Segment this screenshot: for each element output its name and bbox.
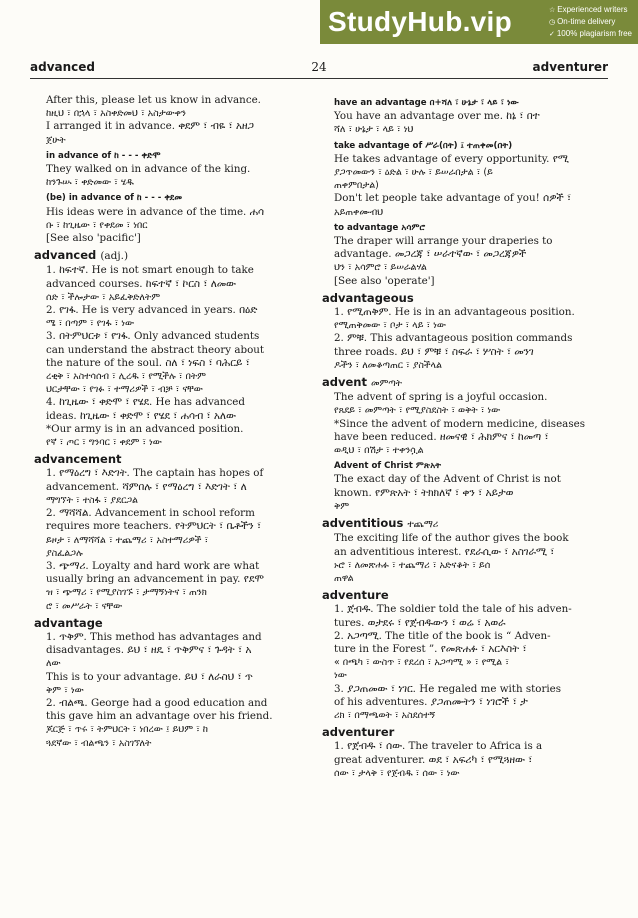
clock-icon: ◷ <box>548 19 556 26</box>
text-line: The draper will arrange your draperies to <box>334 235 553 248</box>
feature-text: Experienced writers <box>557 5 628 14</box>
text-line: ያስፈልጋሉ <box>46 547 83 559</box>
text-line: ከዚህ ፣ በኋላ ፣ አስቀድመህ ፣ አስታውቀን <box>46 108 186 120</box>
text-line: ideas. ከጊዜው ፣ ቀድሞ ፣ የሄደ ፣ ሐሳብ ፣ አለው <box>46 409 236 422</box>
feature-text: On-time delivery <box>557 17 616 26</box>
text-line: ቅም ፣ ነው <box>46 684 84 696</box>
text-line: of his adventures. ያጋጠሙትን ፣ ነገሮች ፣ ታ <box>334 695 528 708</box>
text-line: tures. ወታደሩ ፣ የጀብዱውን ፣ ወሬ ፣ አወራ <box>334 616 506 629</box>
text-line: 2. ማሻሻል. Advancement in school reform <box>46 507 255 520</box>
phrase-heading: to advantage አሳምሮ <box>334 222 426 233</box>
text-line: known. የምጽአት ፣ ትክክለኛ ፣ ቀን ፣ አይታወ <box>334 486 514 499</box>
feature-text: 100% plagiarism free <box>556 29 632 38</box>
text-line: ይዞታ ፣ ለማሻሻል ፣ ተጨማሪ ፣ አስተማሪዎች ፣ <box>46 534 209 546</box>
text-line: ዝ ፣ ጭማሪ ፣ የሚያስገኙ ፣ ታማኝነትና ፣ ጠንክ <box>46 587 207 599</box>
phrase-heading: (be) in advance of ከ - - - ቀደመ <box>46 193 183 204</box>
text-line: three roads. ይህ ፣ ምቹ ፣ ስፍራ ፣ ሦስት ፣ መንገ <box>334 345 534 358</box>
text-line: usually bring an advancement in pay. የደሞ <box>46 573 264 586</box>
text-line: ጓደኛው ፣ ብልጫን ፣ አስገኘለት <box>46 737 152 749</box>
text-line: disadvantages. ይህ ፣ ዘዴ ፣ ጥቅምና ፣ ጉዳት ፣ አ <box>46 644 252 657</box>
text-line: 3. በትምህርቱ ፣ የገፋ. Only advanced students <box>46 330 260 343</box>
part-of-speech: (adj.) <box>100 250 129 263</box>
text-line: great adventurer. ወደ ፣ አፍሪካ ፣ የሚጓዘው ፣ <box>334 753 533 766</box>
text-line: an adventitious interest. የደራሲው ፣ አስገራሚ ፣ <box>334 545 555 558</box>
text-line: can understand the abstract theory about <box>46 343 265 356</box>
headword <box>322 517 598 531</box>
text-line: You have an advantage over me. ከኔ ፣ በተ <box>334 110 540 123</box>
text-line: ዶችን ፣ ለመቆጣጠር ፣ ያስችላል <box>334 359 442 371</box>
text-line: His ideas were in advance of the time. ሐሳ <box>46 205 264 218</box>
text-line: ture in the Forest ”. የመጽሐፉ ፣ አርእስት ፣ <box>334 642 527 655</box>
text-line: This is to your advantage. ይህ ፣ ለራስህ ፣ ጥ <box>46 670 253 683</box>
text-line: ሪክ ፣ በማጫወት ፣ አስደሰተኝ <box>334 709 436 721</box>
text-line: የጸደይ ፣ መምጣት ፣ የሚያስደስት ፣ ወቅት ፣ ነው <box>334 405 501 417</box>
check-icon: ✓ <box>548 31 555 38</box>
text-line: 4. ከጊዜው ፣ ቀድሞ ፣ የሄደ. He has advanced <box>46 396 245 409</box>
text-line: ቡ ፣ ከጊዜው ፣ የቀደመ ፣ ነበር <box>46 219 148 231</box>
text-line: I arranged it in advance. ቀደም ፣ ብዬ ፣ አዘጋ <box>46 120 254 133</box>
brand-logo[interactable]: StudyHub.vip <box>328 6 513 37</box>
phrase-heading: take advantage of ሥራ(በት) ፤ ተጠቀመ(በት) <box>334 140 513 151</box>
text-line: ነው <box>334 670 347 682</box>
page-header <box>30 60 608 79</box>
phrase-heading: in advance of ከ - - - ቀድሞ <box>46 150 161 161</box>
headword-translation: መምጣት <box>371 378 402 390</box>
text-line: 3. ያጋጠመው ፣ ነገር. He regaled me with stories <box>334 682 562 695</box>
text-line: The advent of spring is a joyful occasion. <box>334 391 548 404</box>
entry-body <box>34 467 302 612</box>
text-line: ማግኘት ፣ ተስፋ ፣ ያደርጋል <box>46 494 138 506</box>
text-line: የሚጠቅመው ፣ ቦታ ፣ ላይ ፣ ነው <box>334 320 446 332</box>
text-line: Don't let people take advantage of you! ሰዎች ፣ <box>334 192 572 205</box>
headword: adventure <box>322 588 389 603</box>
running-head-left: advanced <box>30 60 95 74</box>
text-line: The exact day of the Advent of Christ is not <box>334 473 561 486</box>
entry-adventurer <box>322 726 598 780</box>
entry-continuation <box>322 97 598 288</box>
text-line: ጆርጅ ፣ ጥሩ ፣ ትምህርት ፣ ነበረው ፤ ይህም ፣ ከ <box>46 724 208 736</box>
text-line: ያጋጥመውን ፣ ዕድል ፣ ሁሉ ፣ ይሠራበታል ፣ (ይ <box>334 167 493 179</box>
text-line: ከንጉሡ ፣ ቀድመው ፣ ሄዱ <box>46 177 134 189</box>
entry-body <box>322 532 598 585</box>
left-column <box>34 94 302 754</box>
text-line: ሮ ፣ መሥራት ፣ ናቸው <box>46 600 123 612</box>
text-line: ሰድ ፣ ችሎታው ፣ አይፈቅድለትም <box>46 291 160 303</box>
text-line: *Our army is in an advanced position. <box>46 422 244 435</box>
entry-continuation <box>34 94 302 245</box>
phrase-heading: have an advantage በ+ሻለ ፣ ሁኔታ ፣ ላይ ፣ ነው <box>334 98 519 108</box>
text-line: ጠዋል <box>334 572 354 584</box>
entry-adventitious <box>322 517 598 585</box>
text-line: ሻለ ፣ ሁኔታ ፣ ላይ ፣ ነህ <box>334 124 414 136</box>
text-line: He takes advantage of every opportunity. የሚ <box>334 152 569 165</box>
text-line: advancement. ሻምበሉ ፣ የማዕረግ ፣ እድገት ፣ ለ <box>46 480 247 493</box>
advertisement-banner[interactable] <box>320 0 638 44</box>
entry-body <box>322 391 598 513</box>
entry-advantageous <box>322 292 598 372</box>
entry-advancement <box>34 453 302 612</box>
entry-body <box>322 603 598 722</box>
text-line: 1. የማዕረግ ፣ እድገት. The captain has hopes of <box>46 467 264 480</box>
headword-translation: ተጨማሪ <box>407 519 439 531</box>
star-icon: ☆ <box>548 7 556 14</box>
text-line: ሜ ፣ በጣም ፣ የገፋ ፣ ነው <box>46 318 135 330</box>
entry-body <box>322 306 598 372</box>
right-column <box>322 94 598 784</box>
text-line: ህን ፣ አሳምሮ ፣ ይሠራልሃል <box>334 262 427 274</box>
text-line: 1. ጀብዱ. The soldier told the tale of his adven- <box>334 603 572 616</box>
entry-advanced <box>34 249 302 449</box>
entry-body <box>34 631 302 750</box>
text-line: have been reduced. ዘመናዊ ፣ ሕክምና ፣ ከመጣ ፣ <box>334 430 549 443</box>
text-line: [See also 'operate'] <box>334 274 435 287</box>
headword: adventurer <box>322 725 395 740</box>
text-line: ጠቀምበታል) <box>334 180 379 192</box>
text-line: The exciting life of the author gives the book <box>334 532 569 545</box>
text-line: *Since the advent of modern medicine, diseases <box>334 417 585 430</box>
headword <box>322 376 598 390</box>
entry-adventure <box>322 589 598 722</box>
text-line: 1. ከፍተኛ. He is not smart enough to take <box>46 264 254 277</box>
headword: advancement <box>34 452 122 467</box>
text-line: ቅም <box>334 500 350 512</box>
page-number: 24 <box>311 60 327 74</box>
text-line: 2. ምቹ. This advantageous position commands <box>334 332 573 345</box>
headword <box>34 249 302 263</box>
text-line: this gave him an advantage over his friend. <box>46 710 273 723</box>
text-line: 1. የጀብዱ ፣ ሰው. The traveler to Africa is a <box>334 740 543 753</box>
text-line: 2. የገፋ. He is very advanced in years. በዕድ <box>46 304 258 317</box>
text-line: the nature of the soul. ስለ ፣ ነፍስ ፣ ባሕርይ ፣ <box>46 356 250 369</box>
text-line: ለው <box>46 658 61 670</box>
feature-item <box>549 16 632 28</box>
text-line: advanced courses. ከፍተኛ ፣ ኮርስ ፣ ለመው <box>46 277 236 290</box>
entry-advantage <box>34 617 302 750</box>
text-line: ኑሮ ፣ ለመጽሐፉ ፣ ተጨማሪ ፣ አድናቆት ፣ ይሰ <box>334 559 491 571</box>
entry-body <box>322 740 598 780</box>
headword-text: adventitious <box>322 516 404 531</box>
text-line: They walked on in advance of the king. <box>46 163 251 176</box>
headword-text: advent <box>322 375 367 390</box>
feature-item <box>549 28 632 40</box>
text-line: የኛ ፣ ጦር ፣ ግንባር ፣ ቀደም ፣ ነው <box>46 437 162 449</box>
feature-item <box>549 4 632 16</box>
headword: advantage <box>34 615 103 630</box>
text-line: ጀሁት <box>46 134 66 146</box>
headword-text: advanced <box>34 248 97 263</box>
running-head-right: adventurer <box>532 60 608 74</box>
text-line: አይጠቀሙብህ <box>334 206 384 218</box>
text-line: advantage. መጋረጃ ፣ ሠራተኛው ፣ መጋረጃዎች <box>334 248 527 261</box>
phrase-heading: Advent of Christ ምጽአት <box>334 461 442 472</box>
text-line: ወዲህ ፣ በሽታ ፣ ተቀንሷል <box>334 445 424 457</box>
feature-list <box>549 4 632 40</box>
text-line: 1. ጥቅም. This method has advantages and <box>46 630 262 643</box>
text-line: ሰው ፣ ታላቅ ፣ የጀብዱ ፣ ሰው ፣ ነው <box>334 767 460 779</box>
entry-body <box>34 264 302 449</box>
text-line: [See also 'pacific'] <box>46 232 141 245</box>
text-line: ህርታቸው ፣ የገፉ ፣ ተማሪዎች ፣ ብቻ ፣ ናቸው <box>46 384 203 396</box>
text-line: 2. አጋጣሚ. The title of the book is “ Adven- <box>334 629 551 642</box>
entry-advent <box>322 376 598 513</box>
text-line: After this, please let us know in advance. <box>46 94 261 106</box>
headword: advantageous <box>322 290 414 305</box>
text-line: 2. ብልጫ. George had a good education and <box>46 696 268 709</box>
text-line: 1. የሚጠቅም. He is in an advantageous position. <box>334 306 575 319</box>
text-line: requires more teachers. የትምህርት ፣ ቤቶችን ፣ <box>46 520 262 533</box>
text-line: « በጫካ ፣ ውስጥ ፣ የደረሰ ፣ አጋጣሚ » ፣ የሚል ፣ <box>334 657 509 669</box>
text-line: ረቂቅ ፣ አስተሳሰብ ፣ ሊረዱ ፣ የሚችሉ ፣ በትም <box>46 371 206 383</box>
text-line: 3. ጭማሪ. Loyalty and hard work are what <box>46 559 260 572</box>
